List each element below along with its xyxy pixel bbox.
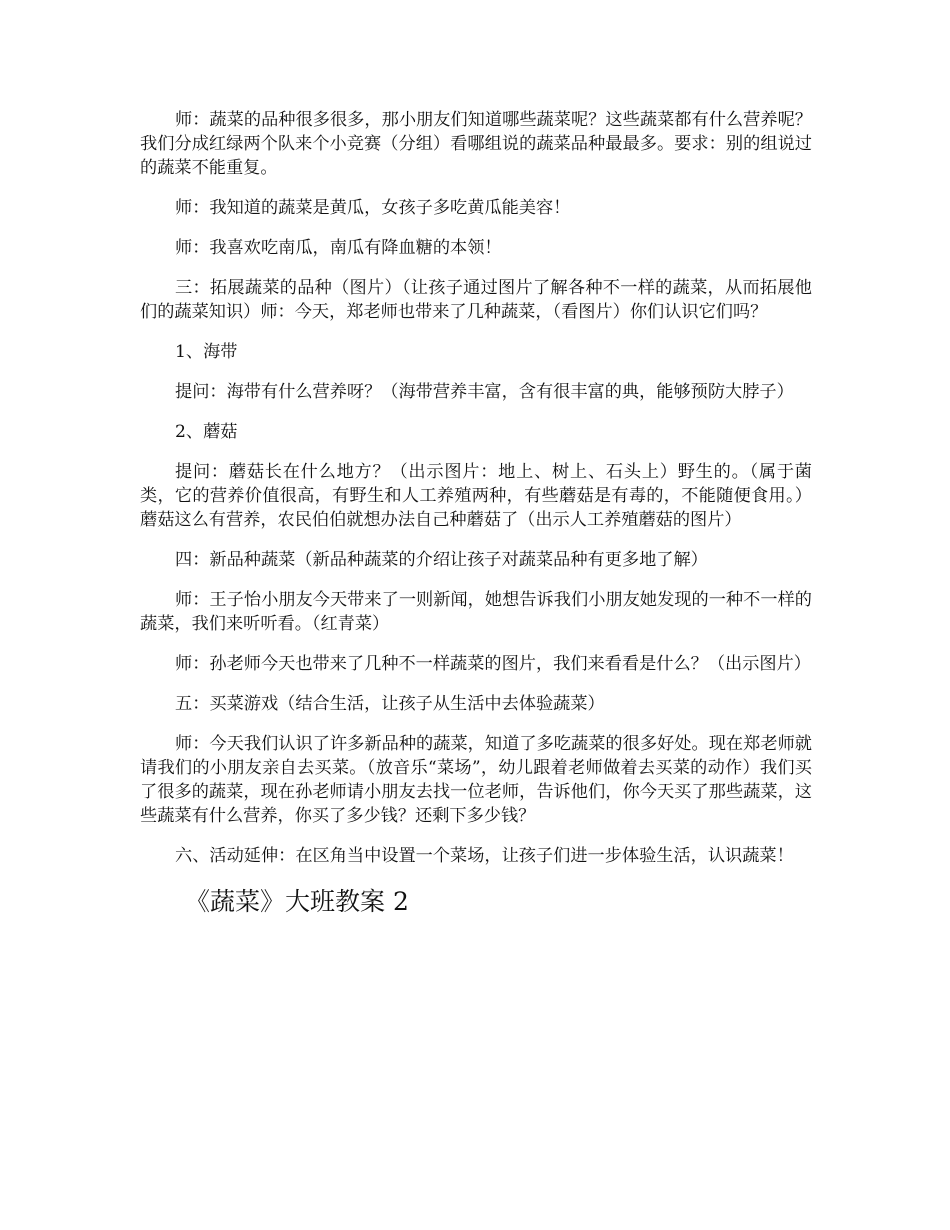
paragraph-6: 提问：海带有什么营养呀？（海带营养丰富，含有很丰富的典，能够预防大脖子） <box>175 382 794 402</box>
section-heading: 《蔬菜》大班教案 2 <box>185 887 409 916</box>
paragraph-1: 师：蔬菜的品种很多很多，那小朋友们知道哪些蔬菜呢？这些蔬菜都有什么营养呢？我们分成红绿两个队来个小竞赛（分组）看哪组说的蔬菜品种最最多。要求：别的组说过的蔬菜不能重复。 <box>140 110 812 178</box>
paragraph-13: 师：今天我们认识了许多新品种的蔬菜，知道了多吃蔬菜的很多好处。现在郑老师就请我们的小朋友亲自去买菜。（放音乐“菜场”，幼儿跟着老师做着去买菜的动作）我们买了很多的蔬菜，现在孙老师请小朋友去找一位老师，告诉他们，你今天买了那些蔬菜，这些蔬菜有什么营养，你买了多少钱？还剩下多少钱？ <box>140 734 812 826</box>
paragraph-14: 六、活动延伸：在区角当中设置一个菜场，让孩子们进一步体验生活，认识蔬菜！ <box>175 846 794 866</box>
document-page <box>140 108 812 920</box>
paragraph-12: 五：买菜游戏（结合生活，让孩子从生活中去体验蔬菜） <box>175 694 605 714</box>
paragraph-5: 1、海带 <box>175 342 238 362</box>
paragraph-8: 提问：蘑菇长在什么地方？（出示图片：地上、树上、石头上）野生的。（属于菌类，它的营养价值很高，有野生和人工养殖两种，有些蘑菇是有毒的，不能随便食用。）蘑菇这么有营养，农民伯伯就想办法自己种蘑菇了（出示人工养殖蘑菇的图片） <box>140 462 812 530</box>
paragraph-4: 三：拓展蔬菜的品种（图片）（让孩子通过图片了解各种不一样的蔬菜，从而拓展他们的蔬菜知识）师：今天，郑老师也带来了几种蔬菜，（看图片）你们认识它们吗？ <box>140 278 812 322</box>
paragraph-2: 师：我知道的蔬菜是黄瓜，女孩子多吃黄瓜能美容！ <box>175 198 571 218</box>
paragraph-3: 师：我喜欢吃南瓜，南瓜有降血糖的本领！ <box>175 238 502 258</box>
paragraph-10: 师：王子怡小朋友今天带来了一则新闻，她想告诉我们小朋友她发现的一种不一样的蔬菜，我们来听听看。（红青菜） <box>140 590 812 634</box>
paragraph-7: 2、蘑菇 <box>175 422 238 442</box>
paragraph-9: 四：新品种蔬菜（新品种蔬菜的介绍让孩子对蔬菜品种有更多地了解） <box>175 550 708 570</box>
paragraph-11: 师：孙老师今天也带来了几种不一样蔬菜的图片，我们来看看是什么？（出示图片） <box>175 654 811 674</box>
